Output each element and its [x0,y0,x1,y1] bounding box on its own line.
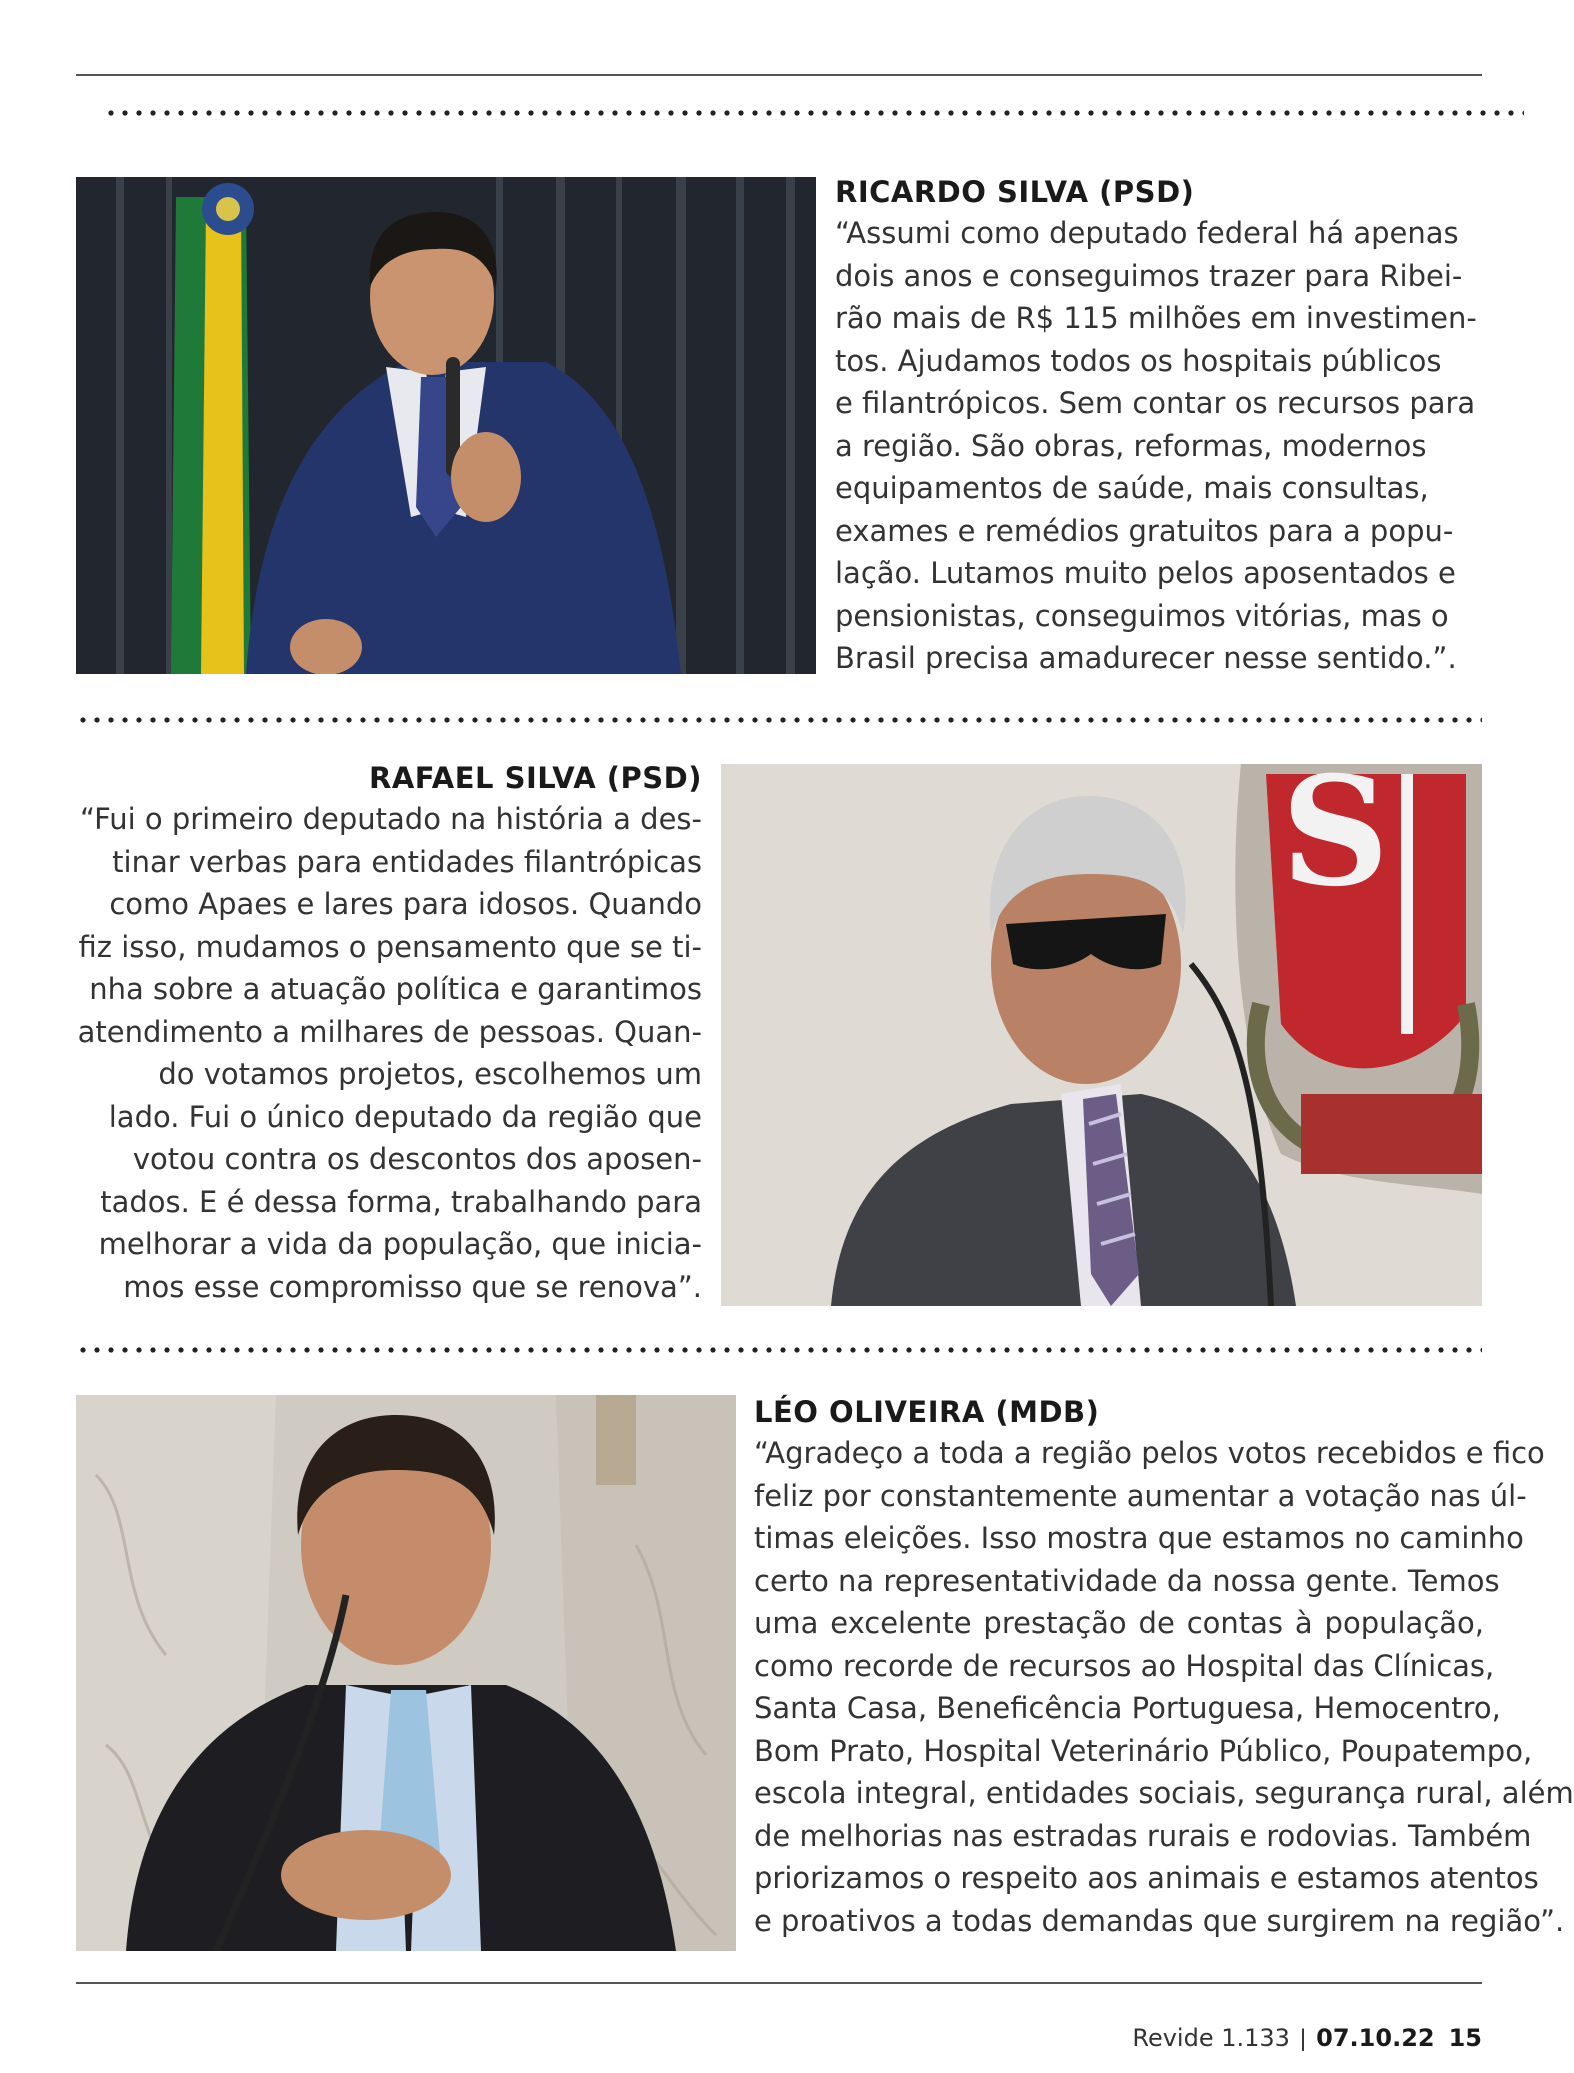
quote-line: atendimento a milhares de pessoas. Quan- [77,1014,702,1049]
quote-line: lado. Fui o único deputado da região que [108,1099,702,1134]
quote-line: timas eleições. Isso mostra que estamos no caminho [754,1521,1524,1555]
quote-line: rão mais de R$ 115 milhões em investimen- [835,301,1477,335]
quote-line: tinar verbas para entidades filantrópicas [112,844,702,879]
speaker-name: RICARDO SILVA (PSD) [835,175,1195,209]
statement-ricardo-silva [835,172,1485,680]
photo-ricardo-silva [76,177,816,674]
quote-line: como Apaes e lares para idosos. Quando [109,887,702,921]
quote-line: pensionistas, conseguimos vitórias, mas o [835,598,1449,633]
quote-line: votou contra os descontos dos aposen- [132,1142,702,1176]
quote-line: “Assumi como deputado federal há apenas [835,216,1459,250]
speaker-name: LÉO OLIVEIRA (MDB) [754,1395,1100,1429]
speaker-quote [835,212,1485,680]
quote-line: como recorde de recursos ao Hospital das Clínicas, [754,1648,1495,1683]
quote-line: fiz isso, mudamos o pensamento que se ti- [78,929,702,964]
dotted-divider [76,1347,1482,1353]
quote-line: tados. E é dessa forma, trabalhando para [100,1184,702,1219]
quote-line: equipamentos de saúde, mais consultas, [835,471,1429,505]
quote-line: nha sobre a atuação política e garantimos [89,972,702,1006]
quote-line: tos. Ajudamos todos os hospitais públicos [835,343,1442,378]
quote-line: de melhorias nas estradas rurais e rodovias. Também [754,1818,1532,1853]
dotted-divider [76,717,1482,723]
quote-line: a região. São obras, reformas, modernos [835,428,1427,463]
top-rule [76,74,1482,76]
quote-line: lação. Lutamos muito pelos aposentados e [835,556,1456,590]
quote-line: dois anos e conseguimos trazer para Ribei- [835,258,1463,293]
magazine-issue: Revide 1.133 [1132,2024,1290,2052]
dotted-divider [104,110,1524,116]
speaker-quote [754,1432,1574,1942]
bottom-rule [76,1982,1482,1984]
quote-line: uma excelente prestação de contas à população, [754,1606,1484,1640]
quote-line: “Fui o primeiro deputado na história a des- [80,802,702,836]
statement-rafael-silva [60,758,702,1308]
page-footer [1132,2024,1482,2053]
speaker-quote [60,798,702,1308]
photo-rafael-silva [721,764,1482,1306]
speaker-name: RAFAEL SILVA (PSD) [369,761,702,795]
quote-line: e filantrópicos. Sem contar os recursos para [835,386,1476,420]
statement-leo-oliveira [754,1392,1574,1942]
quote-line: do votamos projetos, escolhemos um [158,1057,702,1091]
quote-line: escola integral, entidades sociais, segurança rural, além [754,1776,1574,1810]
quote-line: Bom Prato, Hospital Veterinário Público, Poupatempo, [754,1733,1533,1768]
quote-line: “Agradeço a toda a região pelos votos recebidos e fico [754,1436,1545,1470]
issue-date: 07.10.22 [1316,2024,1435,2052]
quote-line: priorizamos o respeito aos animais e estamos atentos [754,1861,1539,1895]
page-number: 15 [1448,2024,1482,2052]
svg-text:S: S [1281,764,1390,920]
quote-line: exames e remédios gratuitos para a popu- [835,513,1454,548]
quote-line: Santa Casa, Beneficência Portuguesa, Hemocentro, [754,1691,1501,1725]
quote-line: feliz por constantemente aumentar a votação nas úl- [754,1478,1527,1513]
quote-line: e proativos a todas demandas que surgirem na região”. [754,1903,1565,1938]
quote-line: mos esse compromisso que se renova”. [123,1269,702,1304]
quote-line: Brasil precisa amadurecer nesse sentido.”. [835,641,1457,675]
footer-separator: | [1299,2025,1307,2052]
quote-line: certo na representatividade da nossa gente. Temos [754,1563,1500,1598]
photo-leo-oliveira [76,1395,736,1951]
quote-line: melhorar a vida da população, que inicia- [98,1227,702,1261]
